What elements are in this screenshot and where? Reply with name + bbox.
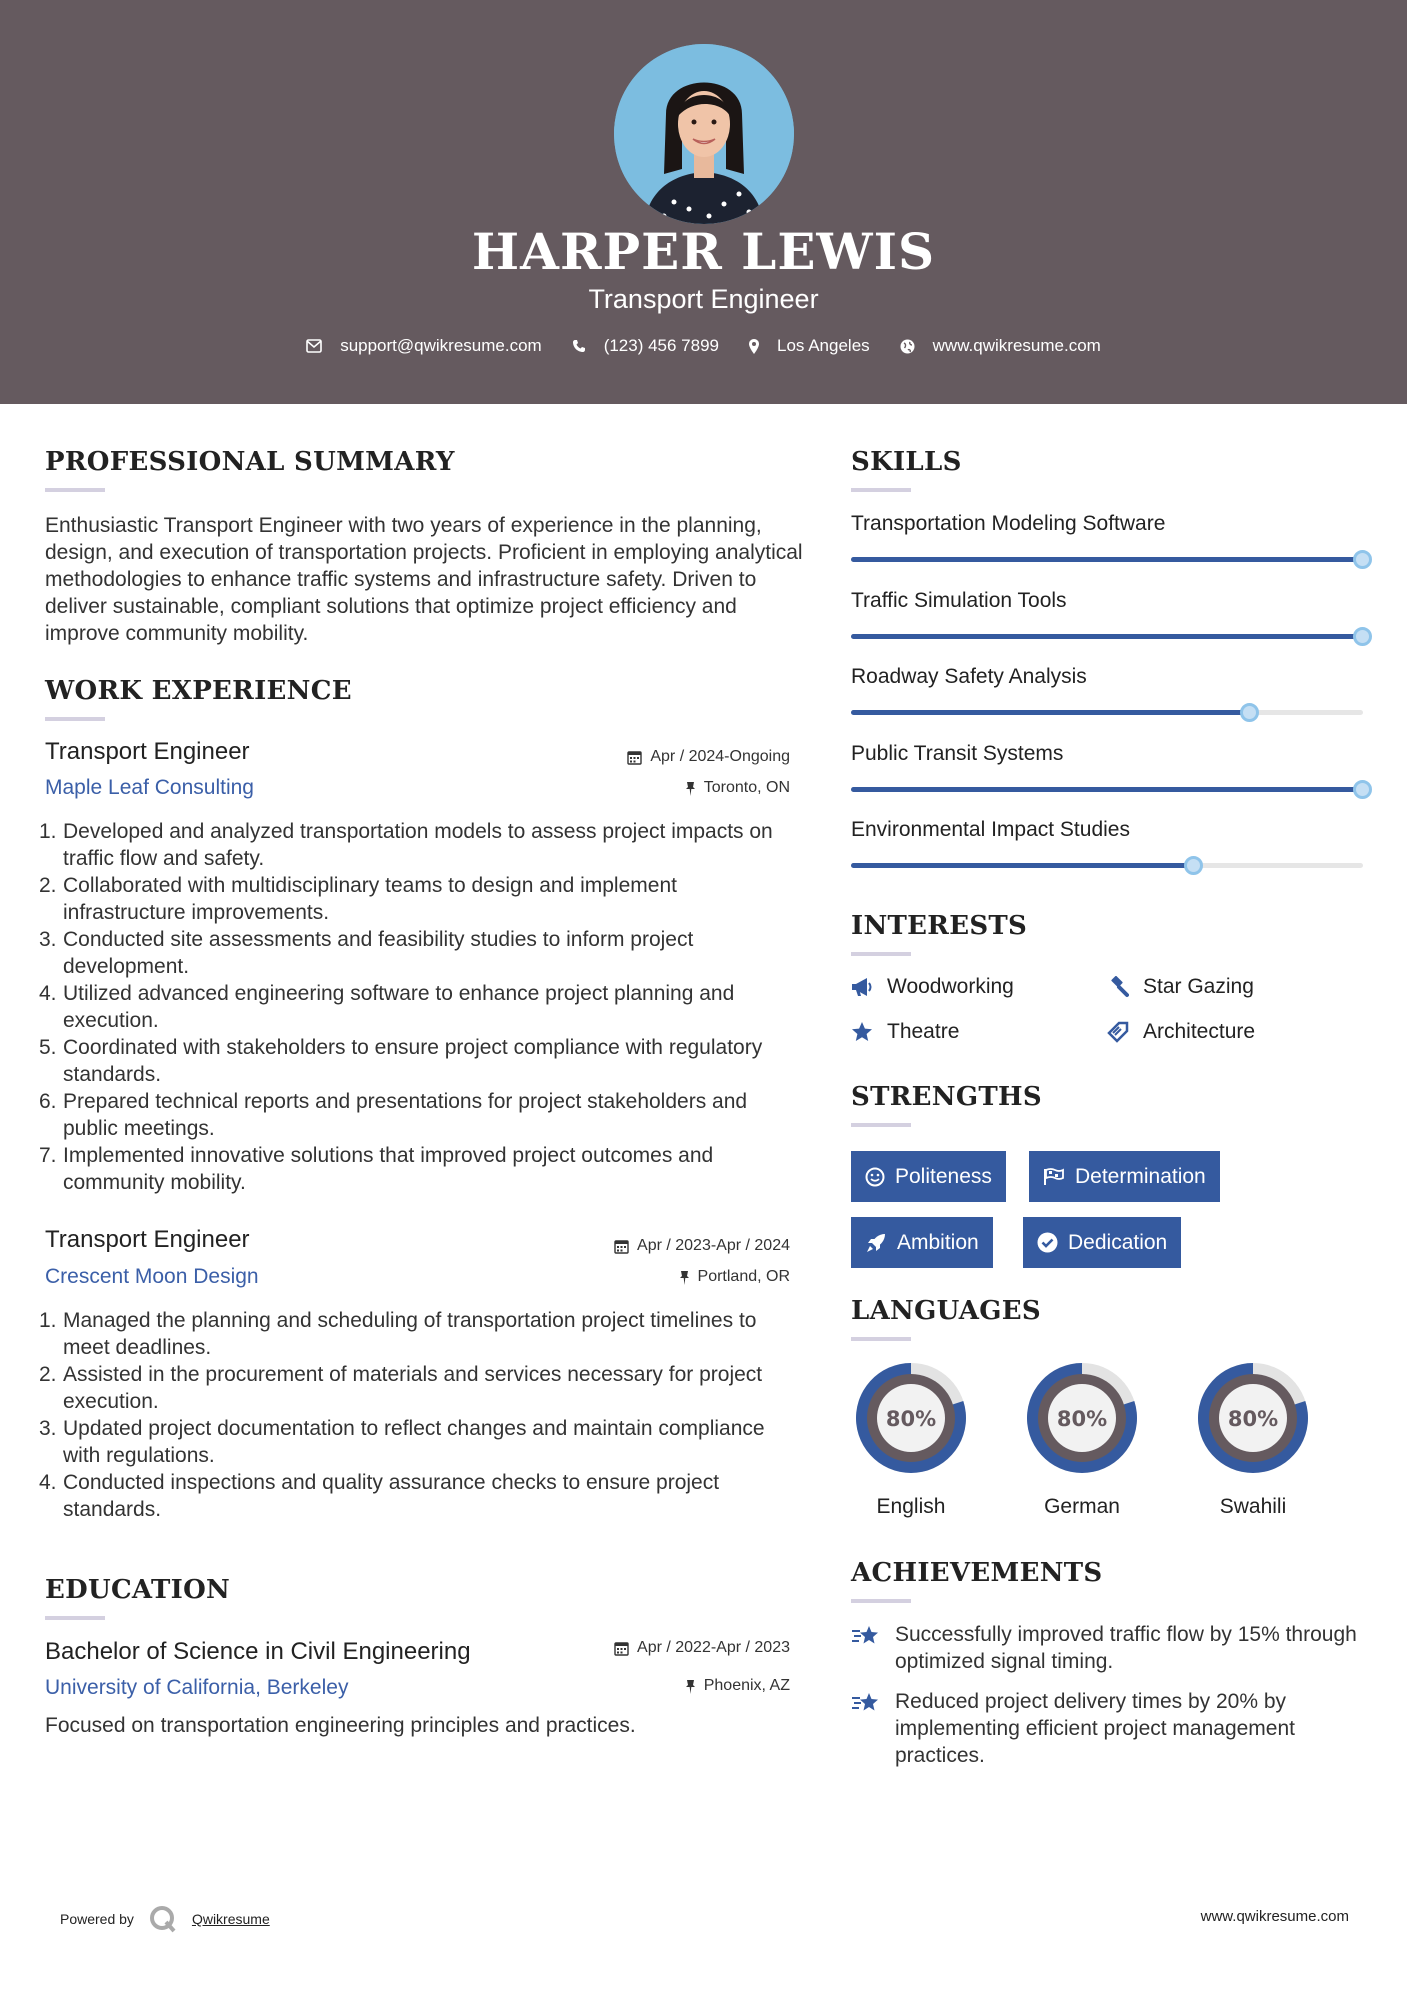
interest-item: Theatre bbox=[851, 1020, 959, 1044]
skill-name: Environmental Impact Studies bbox=[851, 818, 1130, 841]
skill-bar-fill bbox=[851, 634, 1363, 639]
job-dates-text: Apr / 2023-Apr / 2024 bbox=[637, 1237, 790, 1254]
list-item: 7. Implemented innovative solutions that improved project outcomes and community mobility. bbox=[39, 1144, 714, 1194]
check-circle-icon bbox=[1037, 1232, 1058, 1253]
calendar-icon bbox=[614, 1641, 629, 1656]
shooting-star-icon bbox=[851, 1690, 883, 1716]
pin-icon bbox=[685, 1679, 696, 1694]
job-title: Transport Engineer bbox=[45, 1226, 250, 1253]
phone-text: (123) 456 7899 bbox=[603, 336, 720, 355]
strength-badge: Dedication bbox=[1023, 1217, 1181, 1268]
strengths-heading: STRENGTHS bbox=[851, 1082, 1042, 1112]
candidate-name: HARPER LEWIS bbox=[471, 222, 936, 281]
calendar-icon bbox=[627, 750, 642, 765]
list-item: 1. Managed the planning and scheduling of transportation project timelines to meet deadlines. bbox=[39, 1309, 757, 1359]
qwikresume-link[interactable]: Qwikresume bbox=[191, 1911, 270, 1927]
language-percent: 80% bbox=[1227, 1407, 1279, 1431]
list-item: 2. Assisted in the procurement of materials and services necessary for project execution. bbox=[39, 1363, 763, 1413]
contact-email[interactable] bbox=[306, 336, 542, 356]
phone-icon bbox=[572, 339, 586, 353]
education-location-text: Phoenix, AZ bbox=[703, 1677, 790, 1694]
education-text: Focused on transportation engineering principles and practices. bbox=[45, 1714, 636, 1737]
envelope-icon bbox=[306, 339, 322, 353]
job-location-text: Toronto, ON bbox=[703, 779, 790, 796]
experience-underline bbox=[45, 717, 105, 721]
skill-bar-handle bbox=[1184, 856, 1203, 875]
job-location bbox=[490, 1268, 790, 1286]
list-item: 1. Developed and analyzed transportation models to assess project impacts on traffic flow and safety. bbox=[39, 820, 773, 870]
interests-heading: INTERESTS bbox=[851, 911, 1028, 941]
list-item: 2. Collaborated with multidisciplinary teams to design and implement infrastructure improvements. bbox=[39, 874, 677, 924]
language-item bbox=[850, 1357, 972, 1518]
summary-underline bbox=[45, 488, 105, 492]
summary-heading: PROFESSIONAL SUMMARY bbox=[45, 447, 455, 477]
summary-text: Enthusiastic Transport Engineer with two years of experience in the planning, design, and execution of transportation projects. Proficient in employing analytical methodologies to enhance traffic systems and infrastructure safety. Driven to deliver sustainable, compliant solutions that optimize project efficiency and improve community mobility. bbox=[45, 514, 803, 645]
language-name: German bbox=[1044, 1495, 1120, 1518]
language-ring bbox=[1021, 1357, 1143, 1479]
interests-underline bbox=[851, 952, 911, 956]
job-location bbox=[490, 779, 790, 797]
language-item bbox=[1021, 1357, 1143, 1518]
language-ring bbox=[850, 1357, 972, 1479]
strengths-underline bbox=[851, 1123, 911, 1127]
strength-badge: Politeness bbox=[851, 1151, 1006, 1202]
website-text: www.qwikresume.com bbox=[932, 336, 1101, 355]
skill-bar-fill bbox=[851, 710, 1250, 715]
degree-title: Bachelor of Science in Civil Engineering bbox=[45, 1638, 471, 1665]
languages-underline bbox=[851, 1337, 911, 1341]
contact-website[interactable] bbox=[900, 336, 1101, 356]
strength-badge: Determination bbox=[1029, 1151, 1220, 1202]
language-name: English bbox=[876, 1495, 946, 1518]
job-dates-text: Apr / 2024-Ongoing bbox=[650, 748, 790, 765]
shooting-star-icon bbox=[851, 1623, 883, 1649]
pin-icon bbox=[679, 1270, 690, 1285]
skill-name: Transportation Modeling Software bbox=[851, 512, 1166, 535]
skills-heading: SKILLS bbox=[851, 447, 962, 477]
job-dates bbox=[490, 748, 790, 766]
list-item: 3. Updated project documentation to reflect changes and maintain compliance with regulations. bbox=[39, 1417, 765, 1467]
skill-bar-fill bbox=[851, 787, 1363, 792]
job-dates bbox=[490, 1237, 790, 1255]
powered-by-label: Powered by bbox=[60, 1911, 134, 1927]
interest-item: Woodworking bbox=[851, 975, 1014, 999]
email-text: support@qwikresume.com bbox=[340, 336, 542, 355]
skill-bar bbox=[851, 863, 1363, 868]
list-item: 4. Utilized advanced engineering software to enhance project planning and execution. bbox=[39, 982, 735, 1032]
qwikresume-logo-icon bbox=[148, 1904, 178, 1934]
job-duties-list bbox=[39, 818, 800, 1196]
star-icon bbox=[851, 1021, 873, 1043]
language-percent: 80% bbox=[1056, 1407, 1108, 1431]
skill-bar-handle bbox=[1353, 627, 1372, 646]
contact-location bbox=[749, 336, 870, 356]
list-item: 5. Coordinated with stakeholders to ensure project compliance with regulatory standards. bbox=[39, 1036, 763, 1086]
school-name[interactable]: University of California, Berkeley bbox=[45, 1676, 349, 1699]
footer-website[interactable]: www.qwikresume.com bbox=[1200, 1908, 1349, 1925]
skill-name: Public Transit Systems bbox=[851, 741, 1064, 765]
interest-item: Architecture bbox=[1107, 1020, 1255, 1044]
skill-bar bbox=[851, 634, 1363, 639]
education-dates bbox=[490, 1639, 790, 1657]
gavel-icon bbox=[1107, 976, 1129, 998]
list-item: 4. Conducted inspections and quality assurance checks to ensure project standards. bbox=[39, 1471, 720, 1521]
education-dates-text: Apr / 2022-Apr / 2023 bbox=[637, 1639, 790, 1656]
achievements-heading: ACHIEVEMENTS bbox=[851, 1558, 1103, 1588]
globe-icon bbox=[900, 339, 915, 354]
flag-icon bbox=[1043, 1168, 1065, 1186]
job-location-text: Portland, OR bbox=[697, 1268, 790, 1285]
skill-bar bbox=[851, 787, 1363, 792]
location-text: Los Angeles bbox=[777, 336, 870, 355]
skill-bar bbox=[851, 557, 1363, 562]
company-name[interactable]: Maple Leaf Consulting bbox=[45, 776, 254, 799]
skill-bar bbox=[851, 710, 1363, 715]
language-item bbox=[1192, 1357, 1314, 1518]
skill-name: Roadway Safety Analysis bbox=[851, 665, 1087, 688]
company-name[interactable]: Crescent Moon Design bbox=[45, 1265, 259, 1288]
calendar-icon bbox=[614, 1239, 629, 1254]
footer-powered-by bbox=[60, 1904, 270, 1934]
education-heading: EDUCATION bbox=[45, 1575, 231, 1605]
skill-bar-handle bbox=[1353, 780, 1372, 799]
list-item: 6. Prepared technical reports and presentations for project stakeholders and public meetings. bbox=[39, 1090, 748, 1140]
skill-name: Traffic Simulation Tools bbox=[851, 588, 1067, 612]
rocket-icon bbox=[865, 1232, 887, 1254]
skills-underline bbox=[851, 488, 911, 492]
achievement-item: Reduced project delivery times by 20% by implementing efficient project management practices. bbox=[851, 1688, 1371, 1769]
skill-bar-fill bbox=[851, 557, 1363, 562]
candidate-role: Transport Engineer bbox=[588, 284, 819, 314]
skill-bar-fill bbox=[851, 863, 1194, 868]
skill-bar-handle bbox=[1240, 703, 1259, 722]
language-name: Swahili bbox=[1219, 1495, 1287, 1518]
contact-phone[interactable] bbox=[572, 336, 719, 356]
contact-bar bbox=[0, 336, 1407, 356]
profile-photo bbox=[614, 44, 794, 224]
map-marker-icon bbox=[749, 339, 759, 354]
interest-item: Star Gazing bbox=[1107, 975, 1254, 999]
language-percent: 80% bbox=[885, 1407, 937, 1431]
language-ring bbox=[1192, 1357, 1314, 1479]
achievement-item: Successfully improved traffic flow by 15% through optimized signal timing. bbox=[851, 1621, 1371, 1675]
list-item: 3. Conducted site assessments and feasibility studies to inform project development. bbox=[39, 928, 694, 978]
job-title: Transport Engineer bbox=[45, 738, 250, 765]
job-duties-list bbox=[39, 1307, 800, 1523]
pin-icon bbox=[685, 781, 696, 796]
smile-icon bbox=[865, 1167, 885, 1187]
education-location bbox=[490, 1677, 790, 1695]
languages-heading: LANGUAGES bbox=[851, 1296, 1041, 1326]
strength-badge: Ambition bbox=[851, 1217, 993, 1268]
education-underline bbox=[45, 1616, 105, 1620]
achievements-underline bbox=[851, 1599, 911, 1603]
skill-bar-handle bbox=[1353, 550, 1372, 569]
experience-heading: WORK EXPERIENCE bbox=[45, 676, 352, 706]
megaphone-icon bbox=[851, 977, 873, 997]
resume-header bbox=[0, 0, 1407, 404]
tag-icon bbox=[1107, 1021, 1129, 1043]
